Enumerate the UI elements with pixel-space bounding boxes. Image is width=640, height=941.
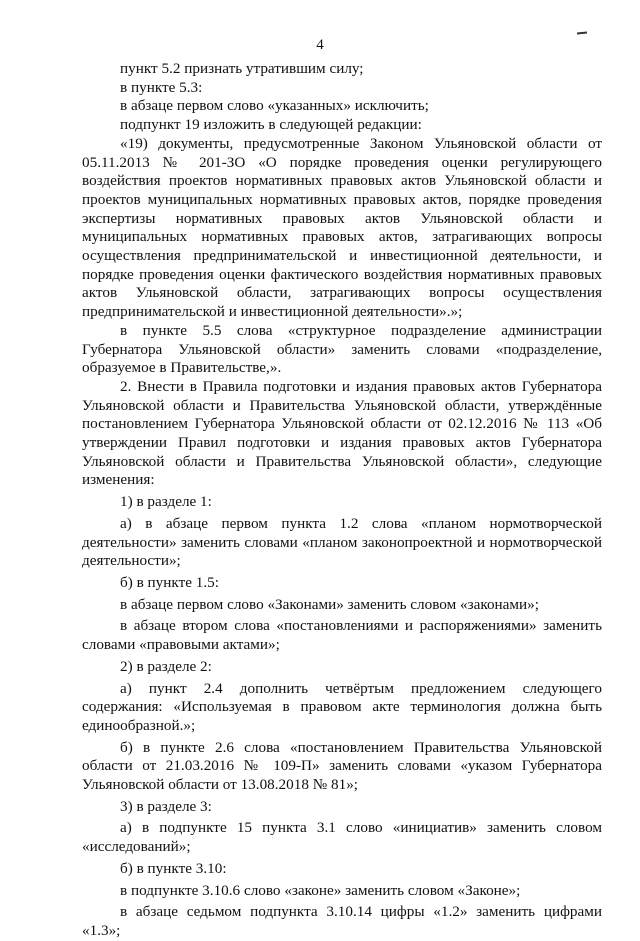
page-number: 4 <box>316 37 324 53</box>
paragraph: «19) документы, предусмотренные Законом Ульяновской области от 05.11.2013 № 201-ЗО «О порядке проведения оценки регулирующего воздействия проектов нормативных правовых актов Ульяновской области и проектов муниципальных нормативных правовых актов, порядке проведения экспертизы нормативных правовых актов Ульяновской области и муниципальных нормативных правовых актов, затрагивающих вопросы осуществления предпринимательской и инвестиционной деятельности, и порядке проведения оценки фактического воздействия нормативных правовых актов Ульяновской области, затрагивающих вопросы осуществления предпринимательской и инвестиционной деятельности».»; <box>82 134 602 321</box>
paragraph: 1) в разделе 1: <box>120 493 212 511</box>
paragraph: в абзаце первом слово «указанных» исключить; <box>120 97 429 115</box>
paragraph: в абзаце первом слово «Законами» заменить словом «законами»; <box>120 595 539 613</box>
paragraph: б) в пункте 3.10: <box>120 859 227 877</box>
paragraph: а) в абзаце первом пункта 1.2 слова «планом нормотворческой деятельности» заменить словами «планом законопроектной и нормотворческой деятельности»; <box>82 514 602 570</box>
document-body <box>82 60 602 941</box>
paragraph: 3) в разделе 3: <box>120 797 212 815</box>
paragraph: в пункте 5.5 слова «структурное подразделение администрации Губернатора Ульяновской области» заменить словами «подразделение, образуемое в Правительстве,». <box>82 321 602 377</box>
paragraph: б) в пункте 2.6 слова «постановлением Правительства Ульяновской области от 21.03.2016 № 109-П» заменить словами «указом Губернатора Ульяновской области от 13.08.2018 № 81»; <box>82 738 602 794</box>
paragraph: пункт 5.2 признать утратившим силу; <box>120 60 364 77</box>
paragraph: в абзаце втором слова «постановлениями и распоряжениями» заменить словами «правовыми актами»; <box>82 617 602 654</box>
paragraph: а) пункт 2.4 дополнить четвёртым предложением следующего содержания: «Используемая в правовом акте терминология должна быть единообразной.»; <box>82 679 602 734</box>
paragraph: 2. Внести в Правила подготовки и издания правовых актов Губернатора Ульяновской области и Правительства Ульяновской области, утверждённые постановлением Губернатора Ульяновской области от 02.12.2016 № 113 «Об утверждении Правил подготовки и издания правовых актов Губернатора Ульяновской области и Правительства Ульяновской области», следующие изменения: <box>82 377 602 489</box>
paragraph: в подпункте 3.10.6 слово «законе» заменить словом «Законе»; <box>120 881 521 899</box>
paragraph: в пункте 5.3: <box>120 78 203 96</box>
paragraph: а) в подпункте 15 пункта 3.1 слово «инициатив» заменить словом «исследований»; <box>82 819 602 856</box>
paragraph: подпункт 19 изложить в следующей редакции: <box>120 116 422 134</box>
pen-mark <box>577 31 587 34</box>
paragraph: б) в пункте 1.5: <box>120 573 219 591</box>
paragraph: в абзаце седьмом подпункта 3.10.14 цифры «1.2» заменить цифрами «1.3»; <box>82 903 602 939</box>
paragraph: 2) в разделе 2: <box>120 657 212 675</box>
